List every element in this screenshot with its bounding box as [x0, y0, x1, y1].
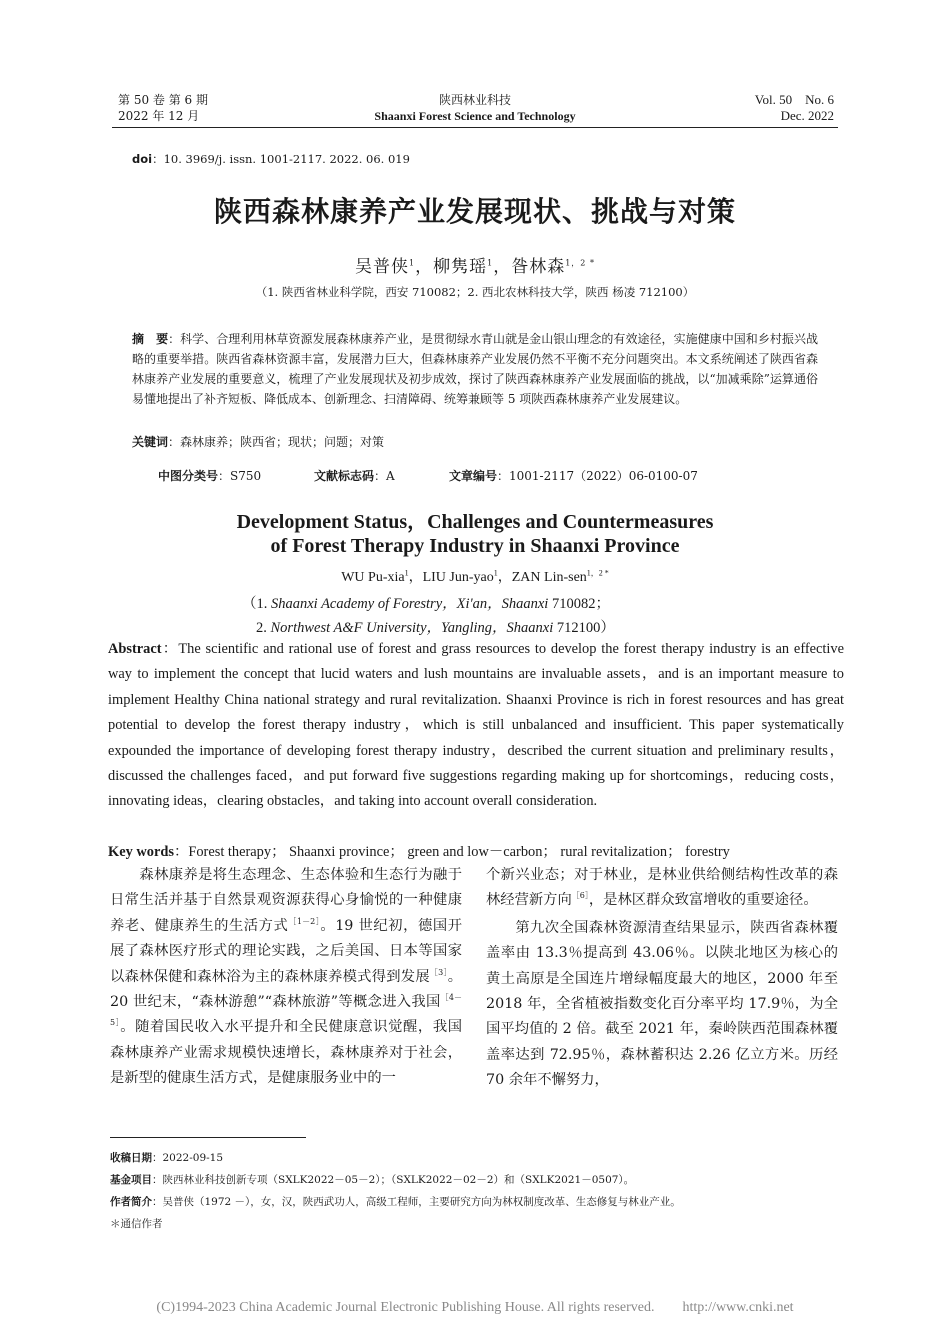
- authors-cn: 吴普侠$^1$，柳隽瑶$^1$，昝林森$^{1,2 *}$: [355, 257, 595, 277]
- body-right-column: 个新兴业态；对于林业，是林业供给侧结构性改革的森林经营新方向$^{[6]}$，是林区群众致富增收的重要途径。 第九次全国森林资源清查结果显示，陕西省森林覆盖率由 13.3％提高到 43.06％。以陕北地区为核心的黄土高原是全国连片增绿幅度最大的地区，2000 年至 2018 年，全省植被指数变化百分率平均 17.9％，为全国平均值的 2 倍。截至 2021 年，秦岭陕西范围森林覆盖率达到 72.95％，森林蓄积达 2.26 亿立方米。历经 70 余年不懈努力，: [486, 867, 838, 1089]
- abstract-en: Abstract：The scientific and rational use of forest and grass resources to develop the forest therapy industry is an effective way to implement the concept that lucid waters and lush mountains are invaluable assets，and is an important measure to implement Healthy China national strategy and rural revitalization. Shaanxi Province is rich in forest resources and has great potential to develop the forest therapy industry，which is still unbalanced and insufficient. This paper systematically expounded the importance of developing forest therapy industry，described the current situation and preliminary results，discussed the challenges faced，and put forward five suggestions regarding making up for shortcomings，reducing costs，innovating ideas，clearing obstacles，and taking into account overall consideration.: [108, 641, 844, 810]
- title-en-line2: of Forest Therapy Industry in Shaanxi Province: [270, 535, 680, 557]
- copyright-watermark: (C)1994-2023 China Academic Journal Electronic Publishing House. All rights reserved. http://www.cnki.net: [156, 1300, 794, 1315]
- header-journal-cn: 陕西林业科技: [438, 93, 511, 107]
- document-code: 文献标志码：A: [314, 469, 395, 483]
- header-date-cn: 2022 年 12 月: [118, 109, 200, 123]
- footnote-received: 收稿日期：2022-09-15: [110, 1152, 224, 1164]
- body-left-column: 森林康养是将生态理念、生态体验和生态行为融于日常生活并基于自然景观资源获得心身愉悦的一种健康养老、健康养生的生活方式$^{[1-2]}$。19 世纪初，德国开展了森林医疗形式的理论实践，之后美国、日本等国家以森林保健和森林浴为主的森林康养模式得到发展$^{[3]}$。20 世纪末，“森林游憩”“森林旅游”等概念进入我国$^{[4-5]}$。随着国民收入水平提升和全民健康意识觉醒，我国森林康养产业需求规模快速增长，森林康养对于社会，是新型的健康生活方式，是健康服务业中的一: [110, 867, 463, 1087]
- header-rule: [112, 127, 838, 128]
- footnote-corresponding: ＊通信作者: [110, 1218, 163, 1230]
- footnote-rule: [110, 1137, 306, 1138]
- affiliation-cn: （1. 陕西省林业科学院，西安 710082；2. 西北农林科技大学，陕西 杨凌 712100）: [255, 285, 695, 299]
- footnote-author: 作者简介：吴普侠（1972 －），女，汉，陕西武功人，高级工程师，主要研究方向为林权制度改革、生态修复与林业产业。: [110, 1196, 681, 1208]
- page-title: 陕西森林康养产业发展现状、挑战与对策: [213, 195, 736, 228]
- doi: doi：10. 3969/j. issn. 1001-2117. 2022. 06. 019: [132, 152, 410, 166]
- keywords-cn: 关键词：森林康养；陕西省；现状；问题；对策: [132, 435, 385, 449]
- keywords-en: Key words：Forest therapy； Shaanxi province； green and low－carbon； rural revitalization； forestry: [108, 844, 730, 860]
- header-date-en: Dec. 2022: [780, 108, 834, 123]
- affiliation-en-1: （1. Shaanxi Academy of Forestry，Xi'an，Shaanxi 710082；: [242, 596, 610, 612]
- footnote-fund: 基金项目：陕西林业科技创新专项（SXLK2022－05－2）；（SXLK2022－02－2）和（SXLK2021－0507）。: [110, 1174, 635, 1186]
- abstract-cn: 摘 要：科学、合理利用林草资源发展森林康养产业，是贯彻绿水青山就是金山银山理念的有效途径，实施健康中国和乡村振兴战略的重要举措。陕西省森林资源丰富，发展潜力巨大，但森林康养产业发展仍然不平衡不充分问题突出。本文系统阐述了陕西省森林康养产业发展的重要意义，梳理了产业发展现状及初步成效，探讨了陕西森林康养产业发展面临的挑战，以“加减乘除”运算通俗易懂地提出了补齐短板、降低成本、创新理念、扫清障碍、统筹兼顾等 5 项陕西森林康养产业发展建议。: [132, 332, 818, 406]
- header-volume-en: Vol. 50 No. 6: [754, 92, 834, 107]
- authors-en: WU Pu-xia$^1$，LIU Jun-yao$^1$，ZAN Lin-sen$^{1,2 *}$: [341, 568, 609, 585]
- header-volume-cn: 第 50 卷 第 6 期: [118, 93, 208, 107]
- header-journal-en: Shaanxi Forest Science and Technology: [374, 109, 576, 123]
- article-number: 文章编号：1001-2117（2022）06-0100-07: [449, 469, 698, 483]
- title-en-line1: Development Status，Challenges and Countermeasures: [236, 511, 714, 533]
- affiliation-en-2: 2. Northwest A&F University，Yangling，Shaanxi 712100）: [256, 620, 615, 636]
- clc-number: 中图分类号：S750: [158, 469, 262, 483]
